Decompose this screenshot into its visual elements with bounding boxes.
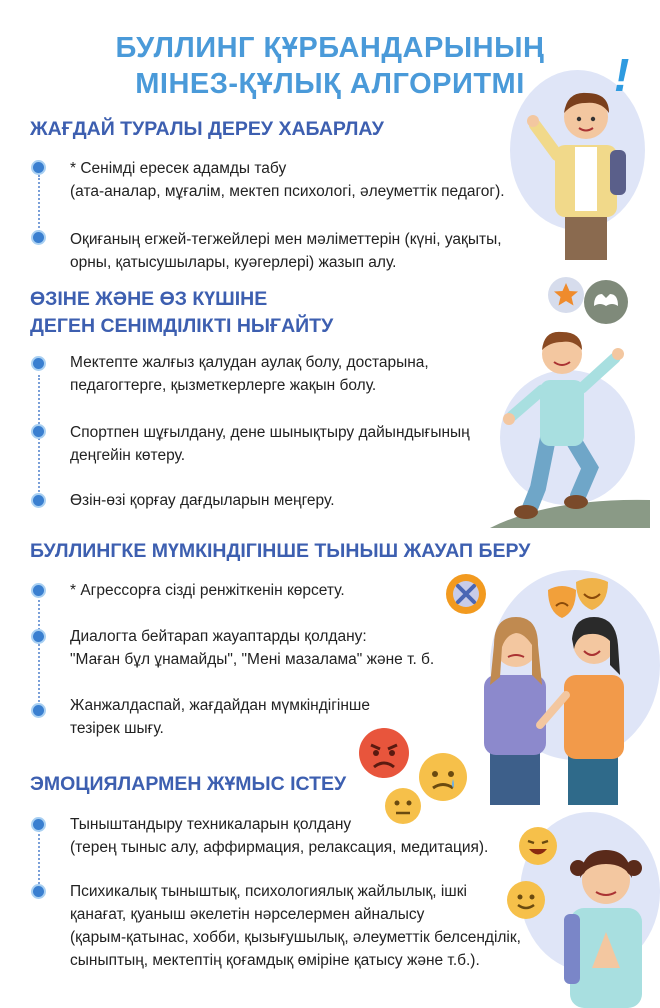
neutral-emoji-icon xyxy=(384,787,422,825)
bullet-dot xyxy=(31,583,46,598)
section-3-item-1: * Агрессорға сізді ренжіткенін көрсету. xyxy=(70,582,345,599)
bullet-dot xyxy=(31,703,46,718)
exclamation-mark: ! xyxy=(614,49,630,101)
section-2-heading: ӨЗІНЕ ЖӘНЕ ӨЗ КҮШІНЕ ДЕГЕН СЕНІМДІЛІКТІ НЫҒАЙТУ xyxy=(30,288,334,337)
title-line-1: БУЛЛИНГ ҚҰРБАНДАРЫНЫҢ xyxy=(115,32,545,64)
section-3-item-2: Диалогта бейтарап жауаптарды қолдану: "Маған бұл ұнамайды", "Мені мазалама" және т. б. xyxy=(70,628,435,668)
bullet-dot xyxy=(31,817,46,832)
bullet-dot xyxy=(31,356,46,371)
girls-conflict-illustration xyxy=(480,605,630,805)
section-1-item-1: * Сенімді ересек адамды табу (ата-аналар, мұғалім, мектеп психологі, әлеуметтік педагог). xyxy=(70,160,505,200)
bullet-dot xyxy=(31,493,46,508)
bullet-dot xyxy=(31,884,46,899)
bullet-dot xyxy=(31,629,46,644)
section-1-item-2: Оқиғаның егжей-тегжейлері мен мәліметтерін (күні, уақыты, орны, қатысушылары, куәгерлері) жазып алу. xyxy=(70,231,502,271)
section-3-heading: БУЛЛИНГКЕ МҮМКІНДІГІНШЕ ТЫНЫШ ЖАУАП БЕРУ xyxy=(30,540,531,562)
star-icon xyxy=(548,277,584,313)
section-4-heading: ЭМОЦИЯЛАРМЕН ЖҰМЫС ІСТЕУ xyxy=(30,773,347,795)
bullet-dot xyxy=(31,424,46,439)
section-2-item-3: Өзін-өзі қорғау дағдыларын меңгеру. xyxy=(70,492,335,509)
sad-emoji-icon xyxy=(418,752,468,802)
section-1-connector xyxy=(38,175,40,235)
bullet-dot xyxy=(31,160,46,175)
bullet-dot xyxy=(31,230,46,245)
section-2-item-1: Мектепте жалғыз қалудан аулақ болу, достарына, педагогтерге, қызметкерлерге жақын болу. xyxy=(70,354,429,394)
angry-emoji-icon xyxy=(358,727,410,779)
section-3-item-3: Жанжалдаспай, жағдайдан мүмкіндігінше тезірек шығу. xyxy=(70,697,370,737)
boy-pointing-illustration xyxy=(515,85,655,265)
section-4-connector xyxy=(38,830,40,888)
title-line-2: МІНЕЗ-ҚҰЛЫҚ АЛГОРИТМІ xyxy=(135,68,525,100)
jumping-boy-illustration xyxy=(490,318,650,528)
section-1-heading: ЖАҒДАЙ ТУРАЛЫ ДЕРЕУ ХАБАРЛАУ xyxy=(30,118,384,140)
section-2-item-2: Спортпен шұғылдану, дене шынықтыру дайындығының деңгейін көтеру. xyxy=(70,424,470,464)
section-4-item-2: Психикалық тыныштық, психологиялық жайлылық, ішкі қанағат, қуаныш әкелетін нәрселермен айналысу (қарым-қатынас, хобби, қызығушылық, әлеуметтік белсенділік, сыныптың, мектептің қоғамдық өміріне қатысу және т.б.). xyxy=(70,883,521,969)
smile-emoji-icon xyxy=(506,880,546,920)
section-3-connector xyxy=(38,600,40,710)
section-4-item-1: Тыныштандыру техникаларын қолдану (терең тыныс алу, аффирмация, релаксация, медитация). xyxy=(70,816,489,856)
calm-girl-illustration xyxy=(550,828,660,1008)
